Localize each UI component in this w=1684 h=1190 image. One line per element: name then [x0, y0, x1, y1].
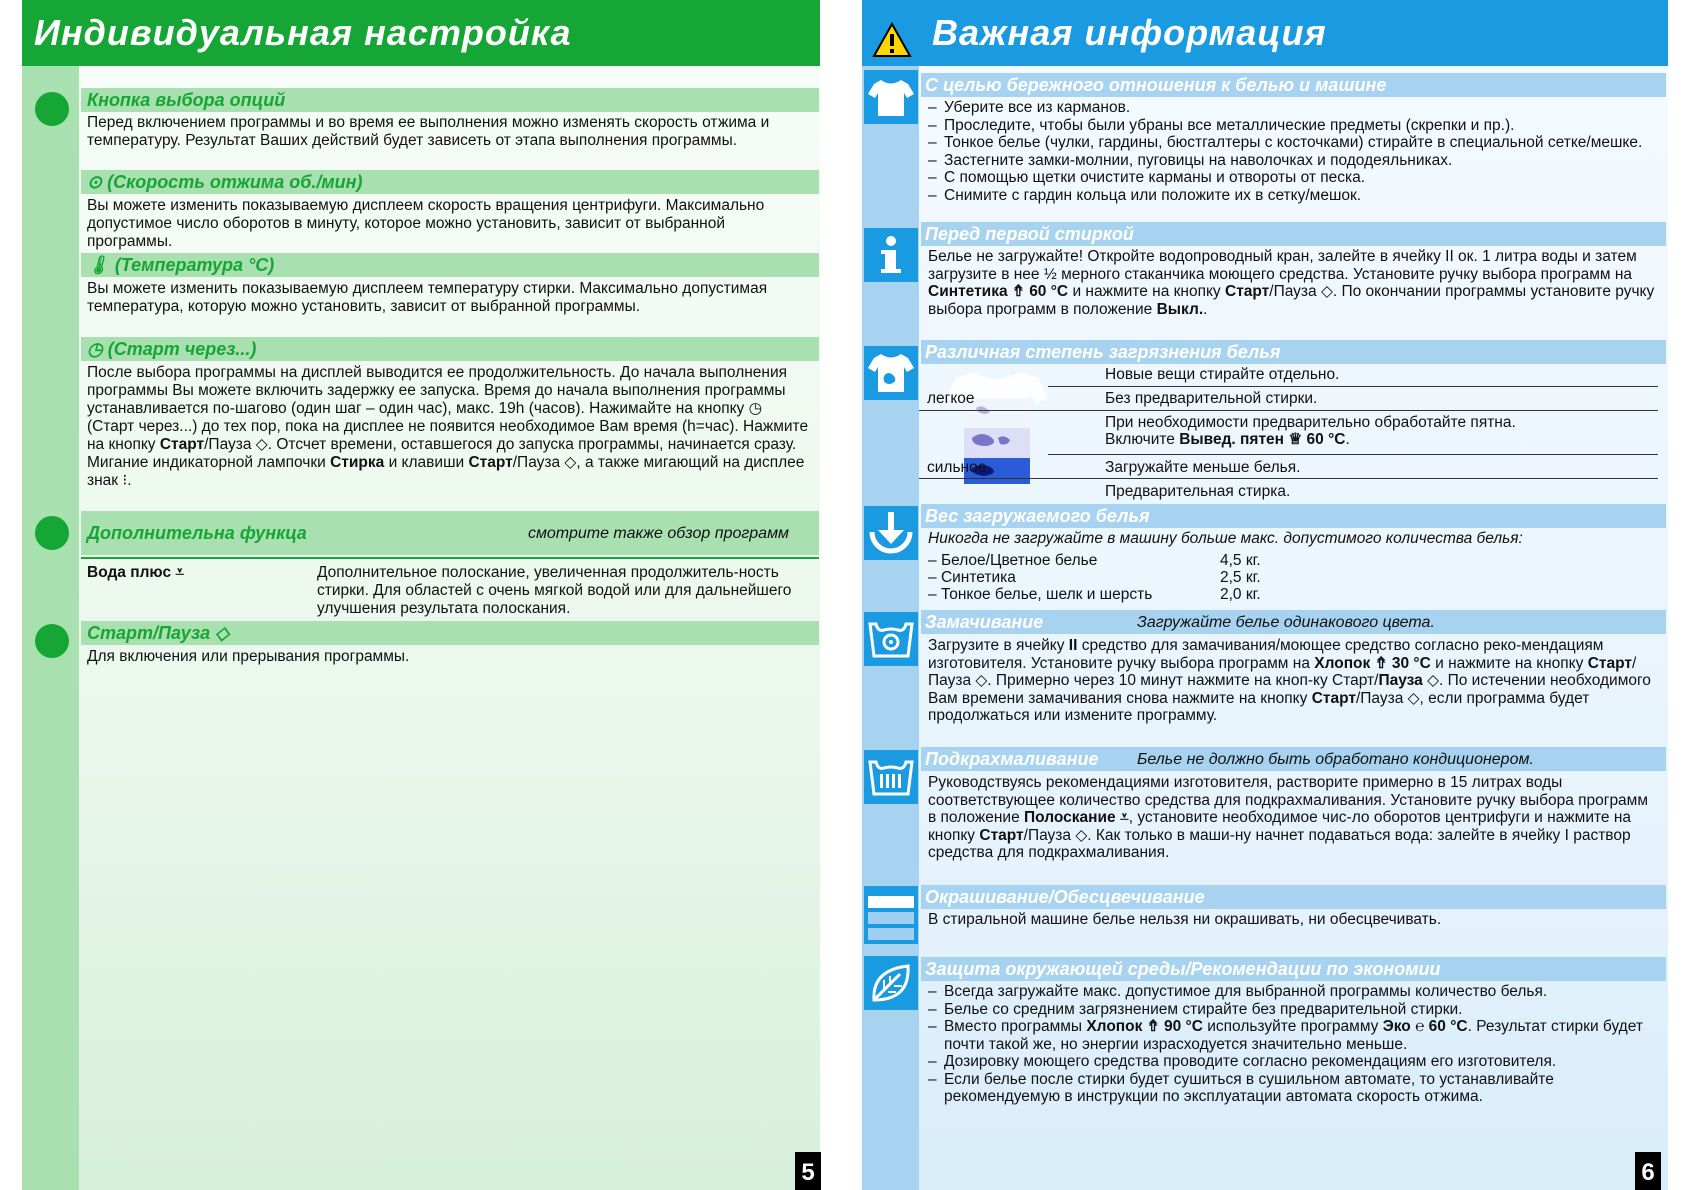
page-number: 5	[795, 1152, 821, 1190]
delay-section-title: ◷ (Старт через...)	[87, 339, 257, 359]
list-item: – Тонкое белье (чулки, гардины, бюстгалтеры с косточками) стирайте в специальной сетке/мешке.	[928, 134, 1658, 152]
starch-tub-icon	[864, 750, 918, 804]
dye-section-header	[921, 885, 1666, 909]
delay-section-header	[81, 337, 819, 361]
soil-row: При необходимости предварительно обработайте пятна. Включите Вывед. пятен ♕ 60 °C.	[1105, 414, 1516, 448]
eco-section-title: Защита окружающей среды/Рекомендации по экономии	[925, 959, 1441, 979]
eco-list	[928, 983, 1658, 1106]
starch-section-note: Белье не должно быть обработано кондиционером.	[1137, 751, 1534, 768]
list-item: – Проследите, чтобы были убраны все металлические предметы (скрепки и пр.).	[928, 117, 1658, 135]
extra-section-note: смотрите также обзор программ	[527, 525, 789, 542]
soak-section-title: Замачивание	[925, 612, 1044, 632]
divider	[1048, 386, 1658, 387]
list-item: – Снимите с гардин кольца или положите их в сетку/мешок.	[928, 187, 1658, 205]
temp-text: Вы можете изменить показываемую дисплеем температуру стирки. Максимально допустимая температура, которую можно установить, зависит от выбранной программы.	[87, 280, 768, 315]
weight-row: – Тонкое белье, шелк и шерсть 2,0 кг.	[928, 586, 1261, 603]
soil-row: легкое Без предварительной стирки.	[927, 390, 1318, 407]
water-plus-text: Дополнительное полоскание, увеличенная продолжитель-ность стирки. Для областей с очень мягкой водой или для дальнейшего улучшения результата полоскания.	[317, 564, 792, 617]
spin-section-header	[81, 170, 819, 194]
right-page	[862, 0, 1668, 1190]
divider	[919, 410, 1658, 411]
soil-row: Новые вещи стирайте отдельно.	[1105, 366, 1340, 383]
care-list	[928, 99, 1658, 204]
spin-text: Вы можете изменить показываемую дисплеем скорость вращения центрифуги. Максимально допустимое число оборотов в минуту, которое можно установить, зависит от выбранной программы.	[87, 197, 765, 250]
care-section-title: С целью бережного отношения к белью и машине	[925, 75, 1387, 95]
section-bullet-icon	[35, 92, 69, 126]
list-item: – С помощью щетки очистите карманы и отвороты от песка.	[928, 169, 1658, 187]
list-item: – Всегда загружайте макс. допустимое для выбранной программы количество белья.	[928, 983, 1658, 1001]
section-bullet-icon	[35, 516, 69, 550]
leaf-icon	[864, 956, 918, 1010]
info-icon	[864, 228, 918, 282]
soak-section-header	[921, 610, 1666, 634]
starch-text: Руководствуясь рекомендациями изготовителя, растворите примерно в 15 литрах воды соответствующее количество средства для подкрахмаливания. Установите ручку выбора программ в положение Полоскание ⩡, установите необходимое чис-ло оборотов центрифуги и нажмите на кнопку Старт/Пауза ◇. Как только в маши-ну начнет подаваться вода: залейте в ячейку I раствор средства для подкрахмаливания.	[928, 774, 1648, 861]
list-item: – Вместо программы Хлопок ⇮ 90 °C используйте программу Эко ℮ 60 °C. Результат стирки будет почти такой же, но энергии израсходуется значительно меньше.	[928, 1018, 1658, 1053]
weight-intro: Никогда не загружайте в машину больше макс. допустимого количества белья:	[928, 530, 1523, 547]
list-item: – Если белье после стирки будет сушиться в сушильном автомате, то устанавливайте рекомендуемую в инструкции по эксплуатации автомата скорость отжима.	[928, 1071, 1658, 1106]
divider	[81, 557, 819, 559]
list-item: – Белье со средним загрязнением стирайте без предварительной стирки.	[928, 1001, 1658, 1019]
weight-row: – Синтетика 2,5 кг.	[928, 569, 1261, 586]
care-section-header	[921, 73, 1666, 97]
spin-section-title: ⊙ (Скорость отжима об./мин)	[87, 172, 363, 192]
dye-text: В стиральной машине белье нельзя ни окрашивать, ни обесцвечивать.	[928, 911, 1442, 928]
eco-section-header	[921, 957, 1666, 981]
options-section-header	[81, 88, 819, 112]
divider	[919, 478, 1658, 479]
soil-section-title: Различная степень загрязнения белья	[925, 342, 1281, 362]
first-wash-section-title: Перед первой стиркой	[925, 224, 1134, 244]
stained-shirt-icon	[864, 346, 918, 400]
temp-section-header	[81, 253, 819, 277]
dye-icon	[864, 886, 918, 944]
left-page	[0, 0, 820, 1190]
weight-row: – Белое/Цветное белье 4,5 кг.	[928, 552, 1261, 569]
options-text: Перед включением программы и во время ее выполнения можно изменять скорость отжима и температуру. Результат Ваших действий будет зависеть от этапа выполнения программы.	[87, 114, 770, 149]
left-page-title: Индивидуальная настройка	[34, 12, 572, 53]
shirt-icon	[864, 70, 918, 124]
section-bullet-icon	[35, 624, 69, 658]
load-arrow-icon	[864, 506, 918, 560]
list-item: – Дозировку моющего средства проводите согласно рекомендациям его изготовителя.	[928, 1053, 1658, 1071]
startpause-section-title: Старт/Пауза ◇	[87, 623, 230, 643]
delay-text: После выбора программы на дисплей выводится ее продолжительность. До начала выполнения программы Вы можете включить задержку ее запуска. Время до начала выполнения программы устанавливается по-шагово (один шаг – один час), макс. 19h (часов). Нажимайте на кнопку ◷ (Старт через...) до тех пор, пока на дисплее не появится необходимое Вам время (h=час). Нажмите на кнопку Старт/Пауза ◇. Отсчет времени, оставшегося до запуска программы, начинается сразу. Мигание индикаторной лампочки Стирка и клавиши Старт/Пауза ◇, а также мигающий на дисплее знак ⁝.	[87, 364, 809, 489]
soil-row: Предварительная стирка.	[1105, 483, 1291, 500]
soil-section-header	[921, 340, 1666, 364]
dye-section-title: Окрашивание/Обесцвечивание	[925, 887, 1205, 907]
first-wash-text: Белье не загружайте! Откройте водопроводный кран, залейте в ячейку II ок. 1 литра воды и затем загрузите в нее ½ мерного стаканчика моющего средства. Установите ручку выбора программ на Синтетика ⇮ 60 °C и нажмите на кнопку Старт/Пауза ◇. По окончании программы установите ручку выбора программ в положение Выкл..	[928, 248, 1655, 318]
temp-section-title: 🌡 (Температура °C)	[87, 255, 275, 275]
startpause-section-header	[81, 621, 819, 645]
first-wash-section-header	[921, 222, 1666, 246]
weight-section-header	[921, 504, 1666, 528]
list-item: – Застегните замки-молнии, пуговицы на наволочках и пододеяльниках.	[928, 152, 1658, 170]
divider	[1048, 454, 1658, 455]
right-page-title: Важная информация	[932, 12, 1327, 53]
left-header	[22, 0, 820, 66]
extra-section-title: Дополнительна функца	[87, 523, 307, 543]
page-number: 6	[1635, 1152, 1661, 1190]
starch-section-title: Подкрахмаливание	[925, 749, 1099, 769]
options-section-title: Кнопка выбора опций	[87, 90, 286, 110]
extra-section-header	[81, 511, 819, 555]
soak-section-note: Загружайте белье одинакового цвета.	[1137, 614, 1435, 631]
startpause-text: Для включения или прерывания программы.	[87, 648, 410, 665]
starch-section-header	[921, 747, 1666, 771]
water-plus-label: Вода плюс ⩡	[87, 564, 185, 581]
list-item: – Уберите все из карманов.	[928, 99, 1658, 117]
soak-text: Загрузите в ячейку II средство для замачивания/моющее средство согласно реко-мендациям изготовителя. Установите ручку выбора программ на Хлопок ⇮ 30 °C и нажмите на кнопку Старт/Пауза ◇. Примерно через 10 минут нажмите на кноп-ку Старт/Пауза ◇. По истечении необходимого Вам времени замачивания снова нажмите на кнопку Старт/Пауза ◇, если программа будет продолжаться или измените программу.	[928, 637, 1651, 724]
weight-section-title: Вес загружаемого белья	[925, 506, 1150, 526]
right-header	[862, 0, 1668, 66]
soil-row: сильное Загружайте меньше белья.	[927, 459, 1301, 476]
soak-tub-icon	[864, 612, 918, 666]
warning-icon	[872, 22, 912, 58]
